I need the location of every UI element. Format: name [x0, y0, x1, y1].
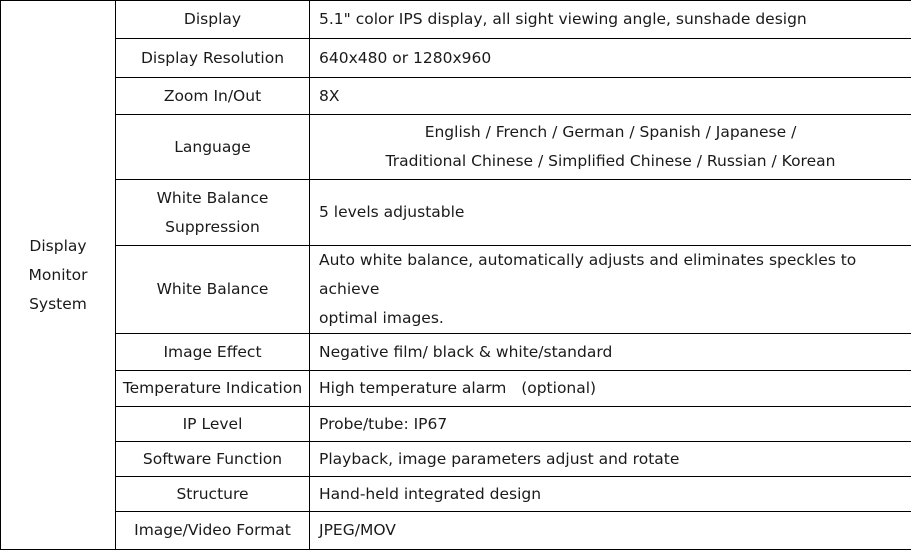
spec-value — [310, 442, 911, 477]
spec-label-line: Image Effect — [116, 338, 309, 367]
spec-value-line: Probe/tube: IP67 — [319, 410, 911, 439]
table-row — [1, 1, 911, 39]
spec-label-line: White Balance — [116, 184, 309, 213]
spec-value — [310, 78, 911, 115]
table-row — [1, 371, 911, 407]
table-row — [1, 477, 911, 512]
spec-value-line: Playback, image parameters adjust and rotate — [319, 445, 911, 474]
spec-value — [310, 512, 911, 550]
spec-label-line: IP Level — [116, 410, 309, 439]
group-label-line: Monitor — [1, 261, 115, 290]
spec-value-line: Auto white balance, automatically adjusts and eliminates speckles to achieve — [319, 246, 911, 304]
spec-value-line: 8X — [319, 82, 911, 111]
spec-label-line: Software Function — [116, 445, 309, 474]
spec-value — [310, 180, 911, 246]
spec-value — [310, 246, 911, 334]
spec-value-line: English / French / German / Spanish / Japanese / — [310, 118, 911, 147]
spec-label — [116, 407, 310, 442]
spec-value-line: 5.1" color IPS display, all sight viewing angle, sunshade design — [319, 5, 911, 34]
spec-value — [310, 477, 911, 512]
spec-label — [116, 1, 310, 39]
spec-value — [310, 371, 911, 407]
spec-value — [310, 115, 911, 180]
spec-value — [310, 407, 911, 442]
spec-label-line: Display Resolution — [116, 44, 309, 73]
spec-label-line: Temperature Indication — [116, 374, 309, 403]
spec-label — [116, 246, 310, 334]
spec-label-line: Image/Video Format — [116, 516, 309, 545]
spec-value-line: JPEG/MOV — [319, 516, 911, 545]
spec-value-line: High temperature alarm (optional) — [319, 374, 911, 403]
spec-label-line: Zoom In/Out — [116, 82, 309, 111]
spec-value-line: 5 levels adjustable — [319, 198, 911, 227]
spec-label — [116, 39, 310, 78]
table-row — [1, 334, 911, 371]
spec-label — [116, 477, 310, 512]
spec-label-line: Language — [116, 133, 309, 162]
table-row — [1, 39, 911, 78]
spec-value — [310, 39, 911, 78]
spec-label — [116, 371, 310, 407]
spec-label — [116, 334, 310, 371]
spec-label — [116, 512, 310, 550]
table-row — [1, 246, 911, 334]
spec-label — [116, 180, 310, 246]
spec-value-line: Traditional Chinese / Simplified Chinese / Russian / Korean — [310, 147, 911, 176]
group-label-line: System — [1, 290, 115, 319]
spec-label-line: Suppression — [116, 213, 309, 242]
group-cell — [1, 1, 116, 550]
spec-value — [310, 1, 911, 39]
spec-label-line: Structure — [116, 480, 309, 509]
spec-value-line: Hand-held integrated design — [319, 480, 911, 509]
spec-value-line: Negative film/ black & white/standard — [319, 338, 911, 367]
spec-value — [310, 334, 911, 371]
table-row — [1, 407, 911, 442]
spec-label — [116, 115, 310, 180]
group-label-line: Display — [1, 232, 115, 261]
table-row — [1, 180, 911, 246]
spec-label — [116, 78, 310, 115]
table-row — [1, 78, 911, 115]
spec-value-line: 640x480 or 1280x960 — [319, 44, 911, 73]
table-row — [1, 115, 911, 180]
spec-label-line: White Balance — [116, 275, 309, 304]
spec-label — [116, 442, 310, 477]
table-row — [1, 512, 911, 550]
spec-label-line: Display — [116, 5, 309, 34]
table-row — [1, 442, 911, 477]
spec-value-line: optimal images. — [319, 304, 911, 333]
